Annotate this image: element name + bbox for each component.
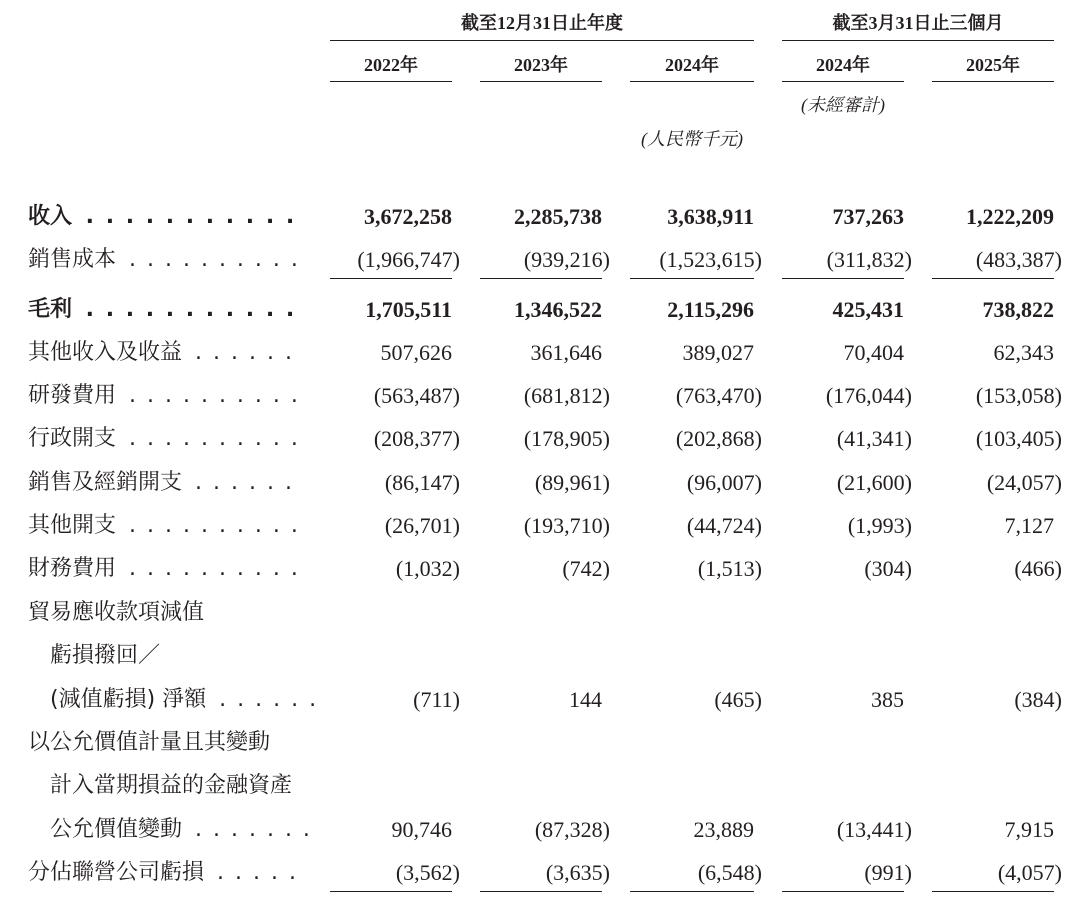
cell-2024-q: 70,404 (843, 340, 904, 365)
cell-2023: (3,635) (545, 860, 610, 885)
cell-2024-q: (991) (864, 860, 912, 885)
bottom-rule (330, 891, 452, 892)
row-label: 公允價值變動 . . . (50, 813, 320, 847)
group-title-three-months: 截至3月31日止三個月 (832, 13, 1004, 33)
row-label: 財務費用 . . . (28, 552, 298, 586)
cell-2023: (89,961) (534, 470, 610, 495)
cell-2025-q: (4,057) (997, 860, 1062, 885)
row-selling-expenses (0, 466, 1080, 500)
subtotal-rule (932, 278, 1054, 279)
cell-2023: (939,216) (523, 247, 610, 272)
row-admin-expenses (0, 422, 1080, 456)
cell-2025-q: 62,343 (993, 340, 1054, 365)
cell-2024-q: (304) (864, 556, 912, 581)
cell-2024-fy: (763,470) (675, 383, 762, 408)
row-other-income (0, 336, 1080, 370)
row-label: 計入當期損益的金融資產 (50, 769, 320, 803)
cell-2022: 507,626 (380, 340, 452, 365)
row-label: 分佔聯營公司虧損 . . . (28, 856, 298, 890)
cell-2022: (86,147) (384, 470, 460, 495)
cell-2024-fy: 2,115,296 (667, 297, 754, 322)
cell-2025-q: (483,387) (975, 247, 1062, 272)
cell-2024-q: (311,832) (826, 247, 912, 272)
row-receivables-impairment (0, 683, 1080, 717)
cell-2023: (742) (562, 556, 610, 581)
cell-2022: 1,705,511 (365, 297, 452, 322)
row-label: 其他開支 . . . (28, 509, 298, 543)
subtotal-rule (330, 278, 452, 279)
year-rule (782, 81, 904, 82)
year-rule (480, 81, 602, 82)
row-label: 其他收入及收益 . . . (28, 336, 298, 370)
row-share-of-associates-losses (0, 856, 1080, 890)
year-header-2025-q: 2025年 (966, 55, 1020, 75)
row-fair-value-change (0, 813, 1080, 847)
cell-2025-q: (153,058) (975, 383, 1062, 408)
cell-2022: 3,672,258 (364, 204, 452, 229)
cell-2022: (3,562) (395, 860, 460, 885)
row-label: 銷售及經銷開支 . . . (28, 466, 298, 500)
currency-note: (人民幣千元) (641, 129, 743, 149)
cell-2025-q: 7,915 (1004, 817, 1054, 842)
cell-2023: 361,646 (530, 340, 602, 365)
group-rule-fiscal-year (330, 40, 754, 41)
cell-2025-q: (384) (1014, 687, 1062, 712)
cell-2024-q: 385 (871, 687, 904, 712)
row-other-expenses (0, 509, 1080, 543)
group-title-fiscal-year: 截至12月31日止年度 (461, 13, 623, 33)
cell-2024-fy: (1,523,615) (659, 247, 762, 272)
cell-2024-q: (41,341) (836, 426, 912, 451)
row-revenue (0, 200, 1080, 234)
row-label: 以公允價值計量且其變動 (28, 726, 298, 760)
cell-2023: (681,812) (523, 383, 610, 408)
row-label: 收入 . . . (28, 200, 298, 234)
cell-2022: (711) (413, 687, 460, 712)
year-header-2023: 2023年 (514, 55, 568, 75)
cell-2023: 144 (569, 687, 602, 712)
cell-2024-q: (21,600) (836, 470, 912, 495)
cell-2022: (26,701) (384, 513, 460, 538)
cell-2024-fy: (465) (714, 687, 762, 712)
cell-2022: (1,966,747) (357, 247, 460, 272)
year-rule (330, 81, 452, 82)
cell-2024-q: (176,044) (825, 383, 912, 408)
row-label: (減值虧損) 淨額 . . . (50, 683, 320, 717)
bottom-rule (480, 891, 602, 892)
year-header-2024-fy: 2024年 (665, 55, 719, 75)
cell-2025-q: (103,405) (975, 426, 1062, 451)
year-rule (630, 81, 754, 82)
subtotal-rule (782, 278, 904, 279)
cell-2025-q: 7,127 (1004, 513, 1054, 538)
subtotal-rule (630, 278, 754, 279)
row-receivables-impairment-line2 (0, 639, 1080, 673)
year-header-2024-q: 2024年 (816, 55, 870, 75)
row-label: 貿易應收款項減值 (28, 596, 298, 630)
cell-2022: (1,032) (395, 556, 460, 581)
row-label: 虧損撥回／ (50, 639, 320, 673)
cell-2024-q: (13,441) (836, 817, 912, 842)
bottom-rule (630, 891, 754, 892)
unaudited-note: (未經審計) (801, 95, 885, 115)
cell-2024-fy: 3,638,911 (667, 204, 754, 229)
cell-2025-q: (466) (1014, 556, 1062, 581)
cell-2024-fy: (1,513) (697, 556, 762, 581)
row-finance-costs (0, 552, 1080, 586)
row-receivables-impairment-line1 (0, 596, 1080, 630)
cell-2024-fy: 23,889 (693, 817, 754, 842)
year-header-2022: 2022年 (364, 55, 418, 75)
cell-2022: (208,377) (373, 426, 460, 451)
cell-2023: (193,710) (523, 513, 610, 538)
cell-2023: 1,346,522 (514, 297, 602, 322)
cell-2025-q: 738,822 (982, 297, 1054, 322)
group-rule-three-months (782, 40, 1054, 41)
cell-2024-fy: (96,007) (686, 470, 762, 495)
row-cost-of-sales (0, 243, 1080, 277)
cell-2024-fy: (44,724) (686, 513, 762, 538)
row-gross-profit (0, 293, 1080, 327)
row-rd-expenses (0, 379, 1080, 413)
cell-2024-q: 737,263 (832, 204, 904, 229)
row-label: 毛利 . . . (28, 293, 298, 327)
row-label: 行政開支 . . . (28, 422, 298, 456)
cell-2024-fy: (6,548) (697, 860, 762, 885)
cell-2025-q: 1,222,209 (966, 204, 1054, 229)
row-label: 研發費用 . . . (28, 379, 298, 413)
cell-2023: 2,285,738 (514, 204, 602, 229)
row-label: 銷售成本 . . . (28, 243, 298, 277)
row-fair-value-line2 (0, 769, 1080, 803)
cell-2022: 90,746 (391, 817, 452, 842)
bottom-rule (782, 891, 904, 892)
cell-2025-q: (24,057) (986, 470, 1062, 495)
cell-2023: (178,905) (523, 426, 610, 451)
cell-2024-q: (1,993) (847, 513, 912, 538)
cell-2022: (563,487) (373, 383, 460, 408)
year-rule (932, 81, 1054, 82)
bottom-rule (932, 891, 1054, 892)
cell-2023: (87,328) (534, 817, 610, 842)
subtotal-rule (480, 278, 602, 279)
row-fair-value-line1 (0, 726, 1080, 760)
cell-2024-fy: (202,868) (675, 426, 762, 451)
cell-2024-fy: 389,027 (682, 340, 754, 365)
cell-2024-q: 425,431 (832, 297, 904, 322)
